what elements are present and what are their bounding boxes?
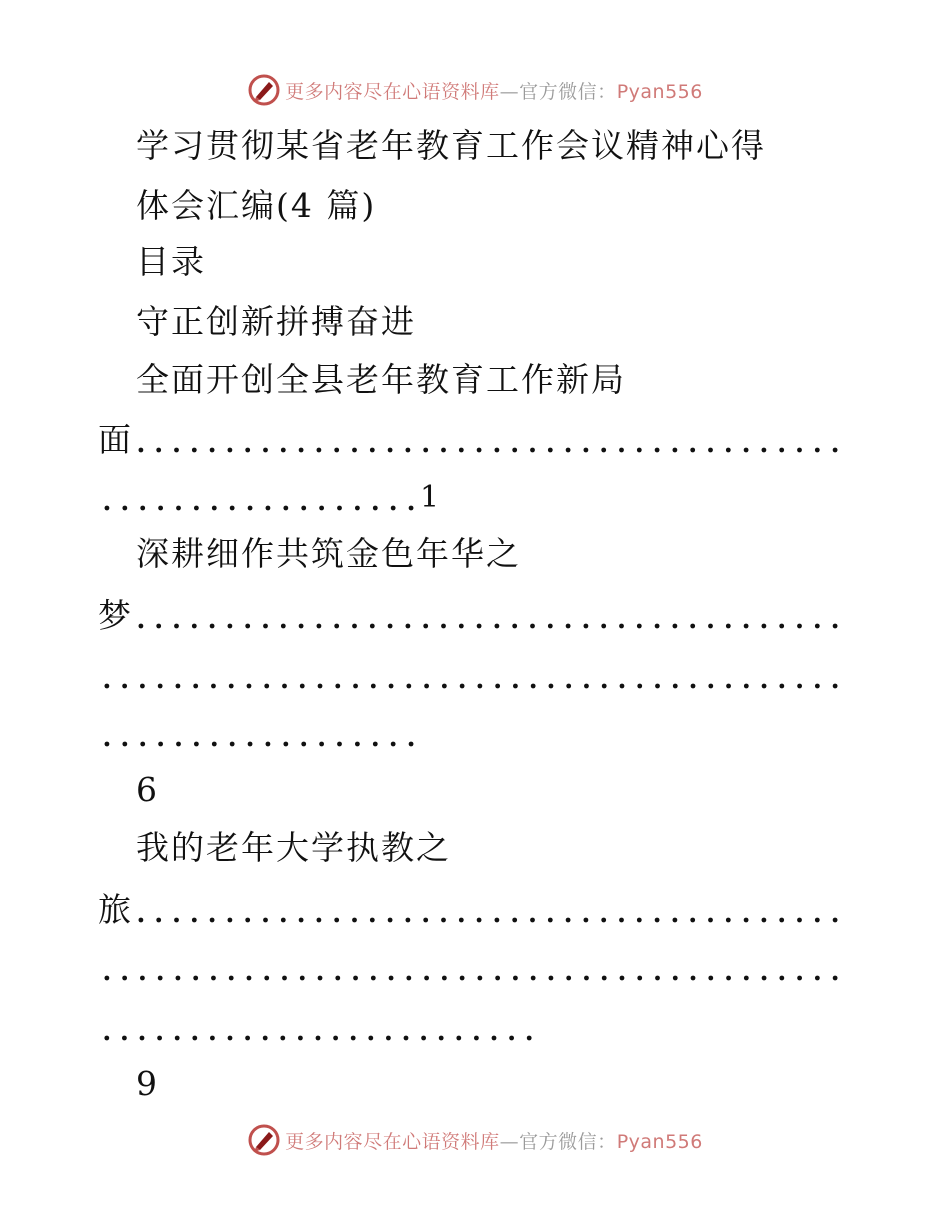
leader-dot bbox=[158, 742, 163, 747]
leader-dot bbox=[317, 448, 322, 453]
leader-dot bbox=[726, 624, 731, 629]
leader-dot bbox=[779, 448, 784, 453]
leader-dot bbox=[298, 1036, 303, 1041]
leader-dot bbox=[192, 1036, 197, 1041]
leader-dot bbox=[549, 976, 554, 981]
leader-dot bbox=[192, 624, 197, 629]
leader-dot bbox=[424, 684, 429, 689]
leader-dot bbox=[673, 448, 678, 453]
leader-dot bbox=[477, 624, 482, 629]
leader-dot bbox=[210, 448, 215, 453]
leader-dot bbox=[176, 684, 181, 689]
leader-dot bbox=[283, 742, 288, 747]
toc-entry-1-title-end: 面 bbox=[98, 420, 133, 459]
leader-dot bbox=[300, 976, 305, 981]
leader-dot bbox=[602, 684, 607, 689]
leader-dot bbox=[230, 742, 235, 747]
leader-dot bbox=[248, 742, 253, 747]
leader-dot bbox=[263, 1036, 268, 1041]
leader-dot bbox=[122, 742, 127, 747]
leader-dot bbox=[549, 684, 554, 689]
toc-leader-dots bbox=[132, 420, 844, 460]
leader-dot bbox=[423, 918, 428, 923]
leader-dot bbox=[655, 684, 660, 689]
toc-leader-dots bbox=[98, 1008, 538, 1048]
leader-dot bbox=[228, 448, 233, 453]
leader-dot bbox=[637, 976, 642, 981]
leader-dot bbox=[726, 918, 731, 923]
leader-dot bbox=[460, 684, 465, 689]
leader-dot bbox=[459, 624, 464, 629]
leader-dot bbox=[318, 684, 323, 689]
leader-dot bbox=[833, 624, 838, 629]
leader-dot bbox=[530, 918, 535, 923]
leader-dot bbox=[263, 448, 268, 453]
leader-dot bbox=[281, 918, 286, 923]
watermark-text bbox=[285, 1127, 703, 1154]
leader-dot bbox=[460, 976, 465, 981]
leader-dot bbox=[495, 684, 500, 689]
leader-dot bbox=[601, 448, 606, 453]
watermark-wechat-id: Pyan556 bbox=[616, 80, 703, 103]
leader-dot bbox=[762, 684, 767, 689]
leader-dot bbox=[406, 448, 411, 453]
leader-dot bbox=[263, 624, 268, 629]
leader-dot bbox=[353, 684, 358, 689]
leader-dot bbox=[690, 448, 695, 453]
leader-dot bbox=[280, 1036, 285, 1041]
leader-dot bbox=[620, 976, 625, 981]
leader-dot bbox=[391, 742, 396, 747]
leader-dot bbox=[368, 1036, 373, 1041]
leader-dot bbox=[620, 684, 625, 689]
leader-dot bbox=[637, 684, 642, 689]
leader-dot bbox=[371, 684, 376, 689]
watermark-banner-bottom bbox=[0, 1120, 950, 1160]
leader-dot bbox=[673, 918, 678, 923]
toc-entry-3-title-line-1: 我的老年大学执教之 bbox=[136, 828, 451, 867]
leader-dot bbox=[212, 506, 217, 511]
leader-dot bbox=[334, 918, 339, 923]
leader-dot bbox=[264, 976, 269, 981]
leader-dot bbox=[459, 918, 464, 923]
leader-dot bbox=[318, 976, 323, 981]
leader-dot bbox=[548, 448, 553, 453]
leader-dot bbox=[423, 624, 428, 629]
leader-dot bbox=[335, 684, 340, 689]
watermark-wechat-label: 官方微信： bbox=[519, 80, 617, 103]
leader-dot bbox=[247, 976, 252, 981]
leader-dot bbox=[333, 1036, 338, 1041]
leader-dot bbox=[406, 684, 411, 689]
watermark-wechat-id: Pyan556 bbox=[616, 1130, 703, 1153]
leader-dot bbox=[673, 624, 678, 629]
leader-dot bbox=[762, 624, 767, 629]
leader-dot bbox=[388, 448, 393, 453]
leader-dot bbox=[351, 1036, 356, 1041]
leader-dot bbox=[370, 448, 375, 453]
leader-dot bbox=[619, 448, 624, 453]
leader-dot bbox=[531, 976, 536, 981]
leader-dot bbox=[762, 918, 767, 923]
leader-dot bbox=[122, 976, 127, 981]
leader-dot bbox=[673, 684, 678, 689]
leader-dot bbox=[527, 1036, 532, 1041]
leader-dot bbox=[409, 506, 414, 511]
leader-dot bbox=[708, 624, 713, 629]
leader-dot bbox=[174, 624, 179, 629]
leader-dot bbox=[391, 506, 396, 511]
leader-dot bbox=[726, 976, 731, 981]
leader-dot bbox=[708, 684, 713, 689]
leader-dot bbox=[584, 684, 589, 689]
leader-dot bbox=[744, 448, 749, 453]
leader-dot bbox=[301, 742, 306, 747]
leader-dot bbox=[157, 1036, 162, 1041]
leader-dot bbox=[140, 1036, 145, 1041]
toc-entry-2-title-line-1: 深耕细作共筑金色年华之 bbox=[136, 534, 521, 573]
leader-dot bbox=[495, 448, 500, 453]
leader-dot bbox=[477, 976, 482, 981]
leader-dot bbox=[211, 976, 216, 981]
leader-dot bbox=[334, 624, 339, 629]
leader-dot bbox=[815, 976, 820, 981]
leader-dot bbox=[245, 624, 250, 629]
leader-dot bbox=[283, 506, 288, 511]
leader-dot bbox=[192, 448, 197, 453]
leader-dot bbox=[317, 624, 322, 629]
leader-dot bbox=[512, 624, 517, 629]
leader-dot bbox=[406, 918, 411, 923]
leader-dot bbox=[779, 684, 784, 689]
leader-dot bbox=[477, 918, 482, 923]
leader-dot bbox=[409, 742, 414, 747]
leader-dot bbox=[194, 506, 199, 511]
toc-heading: 目录 bbox=[136, 242, 206, 281]
leader-dot bbox=[122, 684, 127, 689]
leader-dot bbox=[122, 1036, 127, 1041]
leader-dot bbox=[566, 448, 571, 453]
document-title-line-1: 学习贯彻某省老年教育工作会议精神心得 bbox=[136, 126, 766, 165]
leader-dot bbox=[245, 448, 250, 453]
leader-dot bbox=[370, 624, 375, 629]
leader-dot bbox=[584, 918, 589, 923]
leader-dot bbox=[637, 918, 642, 923]
leader-dot bbox=[584, 448, 589, 453]
leader-dot bbox=[495, 918, 500, 923]
leader-dot bbox=[779, 918, 784, 923]
leader-dot bbox=[175, 1036, 180, 1041]
leader-dot bbox=[176, 506, 181, 511]
leader-dot bbox=[690, 624, 695, 629]
leader-dot bbox=[353, 976, 358, 981]
leader-dot bbox=[194, 742, 199, 747]
leader-dot bbox=[691, 976, 696, 981]
toc-entry-1-title-line-2: 全面开创全县老年教育工作新局 bbox=[136, 360, 626, 399]
toc-leader-dots bbox=[98, 656, 844, 696]
leader-dot bbox=[105, 742, 110, 747]
leader-dot bbox=[193, 976, 198, 981]
leader-dot bbox=[389, 684, 394, 689]
leader-dot bbox=[708, 448, 713, 453]
toc-entry-3-page-number: 9 bbox=[136, 1064, 159, 1103]
leader-dot bbox=[441, 624, 446, 629]
toc-leader-dots bbox=[98, 478, 420, 518]
leader-dot bbox=[263, 918, 268, 923]
leader-dot bbox=[212, 742, 217, 747]
leader-dot bbox=[655, 624, 660, 629]
leader-dot bbox=[441, 448, 446, 453]
leader-dot bbox=[797, 976, 802, 981]
leader-dot bbox=[229, 976, 234, 981]
document-title-line-2: 体会汇编(4 篇) bbox=[136, 186, 377, 225]
leader-dot bbox=[299, 448, 304, 453]
leader-dot bbox=[439, 1036, 444, 1041]
leader-dot bbox=[210, 624, 215, 629]
leader-dot bbox=[655, 976, 660, 981]
leader-dot bbox=[247, 684, 252, 689]
leader-dot bbox=[477, 448, 482, 453]
leader-dot bbox=[512, 448, 517, 453]
leader-dot bbox=[193, 684, 198, 689]
watermark-site-text: 更多内容尽在心语资料库 bbox=[285, 1130, 500, 1153]
leader-dot bbox=[584, 624, 589, 629]
leader-dot bbox=[386, 1036, 391, 1041]
leader-dot bbox=[371, 976, 376, 981]
leader-dot bbox=[299, 918, 304, 923]
leader-dot bbox=[530, 624, 535, 629]
leader-dot bbox=[266, 742, 271, 747]
leader-dot bbox=[424, 976, 429, 981]
leader-dot bbox=[601, 918, 606, 923]
leader-dot bbox=[264, 684, 269, 689]
leader-dot bbox=[174, 448, 179, 453]
leader-dot bbox=[139, 624, 144, 629]
toc-entry-1-title-line-1: 守正创新拼搏奋进 bbox=[136, 302, 416, 341]
leader-dot bbox=[140, 684, 145, 689]
leader-dot bbox=[266, 506, 271, 511]
leader-dot bbox=[744, 684, 749, 689]
leader-dot bbox=[815, 684, 820, 689]
leader-dot bbox=[228, 918, 233, 923]
leader-dot bbox=[602, 976, 607, 981]
leader-dot bbox=[352, 918, 357, 923]
leader-dot bbox=[352, 448, 357, 453]
leader-dot bbox=[335, 976, 340, 981]
watermark-dash: — bbox=[499, 80, 520, 103]
leader-dot bbox=[406, 976, 411, 981]
leader-dot bbox=[744, 976, 749, 981]
leader-dot bbox=[230, 506, 235, 511]
toc-leader-dots bbox=[98, 714, 420, 754]
leader-dot bbox=[355, 742, 360, 747]
leader-dot bbox=[655, 918, 660, 923]
leader-dot bbox=[140, 976, 145, 981]
watermark-site-text: 更多内容尽在心语资料库 bbox=[285, 80, 500, 103]
leader-dot bbox=[566, 624, 571, 629]
leader-dot bbox=[210, 918, 215, 923]
leader-dot bbox=[441, 918, 446, 923]
leader-dot bbox=[176, 976, 181, 981]
leader-dot bbox=[833, 976, 838, 981]
leader-dot bbox=[637, 448, 642, 453]
leader-dot bbox=[474, 1036, 479, 1041]
leader-dot bbox=[566, 976, 571, 981]
leader-dot bbox=[389, 976, 394, 981]
leader-dot bbox=[584, 976, 589, 981]
leader-dot bbox=[388, 918, 393, 923]
leader-dot bbox=[513, 976, 518, 981]
leader-dot bbox=[442, 684, 447, 689]
leader-dot bbox=[337, 506, 342, 511]
toc-leader-dots bbox=[132, 890, 844, 930]
leader-dot bbox=[176, 742, 181, 747]
leader-dot bbox=[423, 448, 428, 453]
leader-dot bbox=[248, 506, 253, 511]
leader-dot bbox=[530, 448, 535, 453]
leader-dot bbox=[601, 624, 606, 629]
leader-dot bbox=[299, 624, 304, 629]
leader-dot bbox=[815, 918, 820, 923]
leader-dot bbox=[174, 918, 179, 923]
leader-dot bbox=[406, 624, 411, 629]
leader-dot bbox=[509, 1036, 514, 1041]
leader-dot bbox=[708, 918, 713, 923]
leader-dot bbox=[122, 506, 127, 511]
leader-dot bbox=[833, 918, 838, 923]
leader-dot bbox=[373, 506, 378, 511]
leader-dot bbox=[762, 976, 767, 981]
watermark-dash: — bbox=[499, 1130, 520, 1153]
leader-dot bbox=[355, 506, 360, 511]
leader-dot bbox=[228, 624, 233, 629]
leader-dot bbox=[104, 1036, 109, 1041]
leader-dot bbox=[797, 448, 802, 453]
leader-dot bbox=[282, 976, 287, 981]
leader-dot bbox=[139, 448, 144, 453]
leader-dot bbox=[815, 624, 820, 629]
leader-dot bbox=[352, 624, 357, 629]
leader-dot bbox=[105, 506, 110, 511]
leader-dot bbox=[156, 918, 161, 923]
leader-dot bbox=[319, 506, 324, 511]
leader-dot bbox=[158, 506, 163, 511]
leader-dot bbox=[245, 1036, 250, 1041]
leader-dot bbox=[140, 742, 145, 747]
leader-dot bbox=[797, 684, 802, 689]
leader-dot bbox=[139, 918, 144, 923]
leader-dot bbox=[281, 624, 286, 629]
leader-dot bbox=[726, 448, 731, 453]
toc-entry-2-page-number: 6 bbox=[136, 770, 159, 809]
toc-leader-dots bbox=[98, 948, 844, 988]
leader-dot bbox=[495, 976, 500, 981]
leader-dot bbox=[404, 1036, 409, 1041]
leader-dot bbox=[492, 1036, 497, 1041]
leader-dot bbox=[619, 918, 624, 923]
leader-dot bbox=[762, 448, 767, 453]
leader-dot bbox=[566, 918, 571, 923]
leader-dot bbox=[388, 624, 393, 629]
leader-dot bbox=[833, 448, 838, 453]
leader-dot bbox=[548, 624, 553, 629]
toc-entry-3-title-end: 旅 bbox=[98, 890, 133, 929]
leader-dot bbox=[833, 684, 838, 689]
leader-dot bbox=[456, 1036, 461, 1041]
leader-dot bbox=[228, 1036, 233, 1041]
leader-dot bbox=[690, 918, 695, 923]
leader-dot bbox=[158, 684, 163, 689]
leader-dot bbox=[726, 684, 731, 689]
leader-dot bbox=[815, 448, 820, 453]
leader-dot bbox=[156, 624, 161, 629]
leader-dot bbox=[211, 684, 216, 689]
leader-dot bbox=[459, 448, 464, 453]
leader-dot bbox=[691, 684, 696, 689]
leader-dot bbox=[104, 976, 109, 981]
leader-dot bbox=[245, 918, 250, 923]
toc-entry-1-page-number: 1 bbox=[420, 480, 440, 515]
leader-dot bbox=[797, 624, 802, 629]
toc-leader-dots bbox=[132, 596, 844, 636]
leader-dot bbox=[316, 1036, 321, 1041]
leader-dot bbox=[281, 448, 286, 453]
leader-dot bbox=[282, 684, 287, 689]
leader-dot bbox=[370, 918, 375, 923]
pen-logo-icon bbox=[247, 1123, 281, 1157]
leader-dot bbox=[300, 684, 305, 689]
leader-dot bbox=[673, 976, 678, 981]
leader-dot bbox=[373, 742, 378, 747]
leader-dot bbox=[797, 918, 802, 923]
leader-dot bbox=[140, 506, 145, 511]
leader-dot bbox=[158, 976, 163, 981]
leader-dot bbox=[104, 684, 109, 689]
leader-dot bbox=[655, 448, 660, 453]
leader-dot bbox=[495, 624, 500, 629]
leader-dot bbox=[156, 448, 161, 453]
leader-dot bbox=[619, 624, 624, 629]
leader-dot bbox=[477, 684, 482, 689]
leader-dot bbox=[210, 1036, 215, 1041]
leader-dot bbox=[301, 506, 306, 511]
leader-dot bbox=[229, 684, 234, 689]
leader-dot bbox=[513, 684, 518, 689]
leader-dot bbox=[192, 918, 197, 923]
leader-dot bbox=[421, 1036, 426, 1041]
leader-dot bbox=[442, 976, 447, 981]
leader-dot bbox=[319, 742, 324, 747]
leader-dot bbox=[317, 918, 322, 923]
leader-dot bbox=[337, 742, 342, 747]
leader-dot bbox=[512, 918, 517, 923]
leader-dot bbox=[637, 624, 642, 629]
leader-dot bbox=[334, 448, 339, 453]
leader-dot bbox=[744, 918, 749, 923]
leader-dot bbox=[548, 918, 553, 923]
watermark-wechat-label: 官方微信： bbox=[519, 1130, 617, 1153]
leader-dot bbox=[744, 624, 749, 629]
leader-dot bbox=[779, 624, 784, 629]
toc-entry-2-title-end: 梦 bbox=[98, 596, 133, 635]
leader-dot bbox=[708, 976, 713, 981]
leader-dot bbox=[566, 684, 571, 689]
leader-dot bbox=[531, 684, 536, 689]
leader-dot bbox=[779, 976, 784, 981]
